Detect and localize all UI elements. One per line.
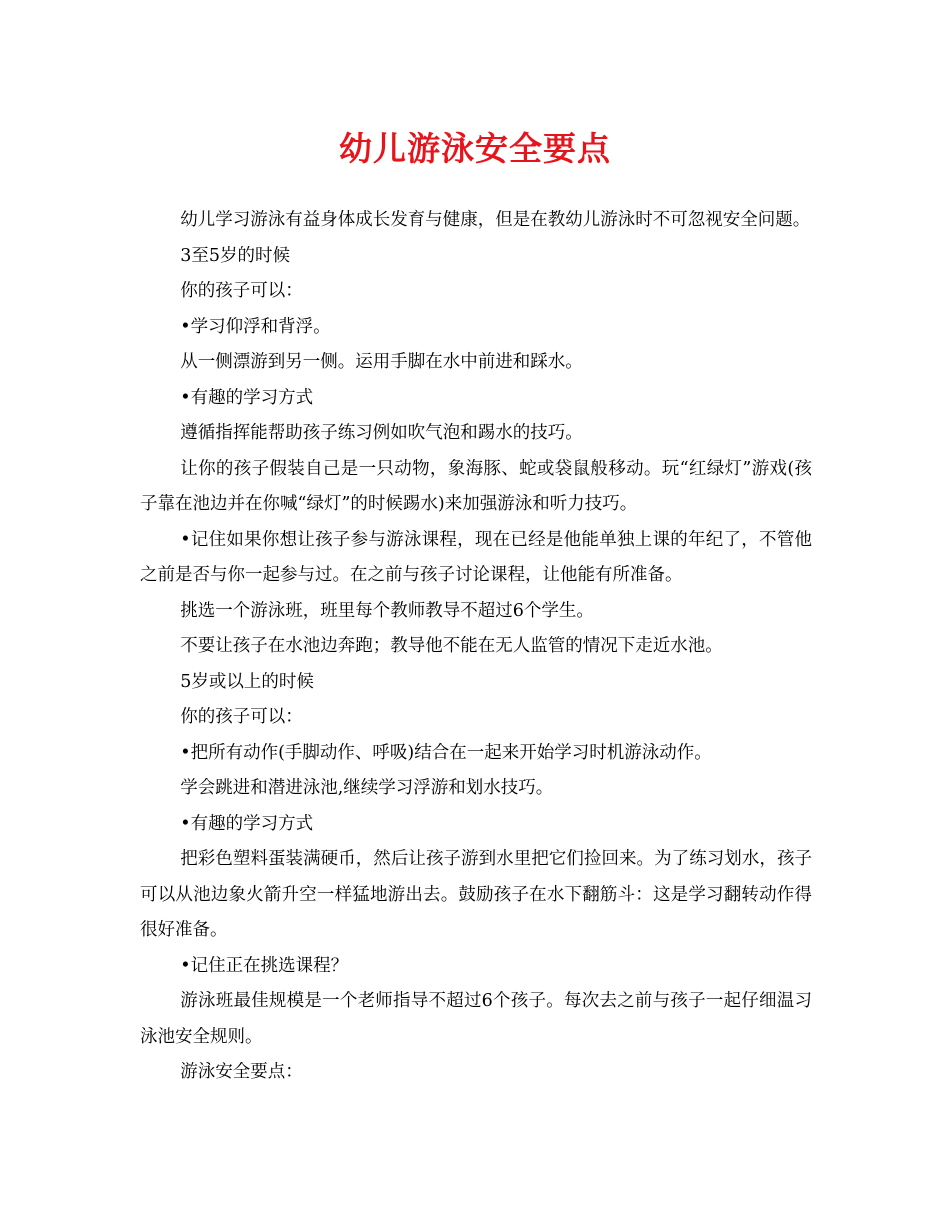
bullet-paragraph: •记住正在挑选课程？ xyxy=(180,955,349,976)
bullet-paragraph: •学习仰浮和背浮。 xyxy=(180,316,331,337)
paragraph: 遵循指挥能帮助孩子练习例如吹气泡和踢水的技巧。 xyxy=(180,423,583,443)
paragraph: 挑选一个游泳班，班里每个教师教导不超过6个学生。 xyxy=(180,600,594,621)
section-heading-age-5-plus: 5岁或以上的时候 xyxy=(180,671,314,692)
paragraph: 把彩色塑料蛋装满硬币，然后让孩子游到水里把它们捡回来。为了练习划水，孩子可以从池边象火箭升空一样猛地游出去。鼓励孩子在水下翻筋斗：这是学习翻转动作得很好准备。 xyxy=(140,849,812,940)
bullet-paragraph: •把所有动作(手脚动作、呼吸)结合在一起来开始学习时机游泳动作。 xyxy=(180,742,712,763)
paragraph: 从一侧漂游到另一侧。运用手脚在水中前进和踩水。 xyxy=(180,352,583,372)
intro-paragraph: 幼儿学习游泳有益身体成长发育与健康，但是在教幼儿游泳时不可忽视安全问题。 xyxy=(180,210,811,230)
paragraph: 让你的孩子假装自己是一只动物，象海豚、蛇或袋鼠般移动。玩“红绿灯”游戏(孩子靠在池边并在你喊“绿灯”的时候踢水)来加强游泳和听力技巧。 xyxy=(140,458,812,514)
paragraph: 你的孩子可以： xyxy=(180,281,303,301)
paragraph: 不要让孩子在水池边奔跑；教导他不能在无人监管的情况下走近水池。 xyxy=(180,636,723,656)
paragraph: 学会跳进和潜进泳池,继续学习浮游和划水技巧。 xyxy=(180,778,554,798)
bullet-paragraph: •有趣的学习方式 xyxy=(180,387,314,408)
section-heading-age-3-5: 3至5岁的时候 xyxy=(180,245,291,266)
bullet-paragraph: •记住如果你想让孩子参与游泳课程，现在已经是他能单独上课的年纪了，不管他之前是否与你一起参与过。在之前与孩子讨论课程，让他能有所准备。 xyxy=(140,529,812,585)
page-title: 幼儿游泳安全要点 xyxy=(339,129,611,168)
document-body xyxy=(140,203,812,1091)
bullet-paragraph: •有趣的学习方式 xyxy=(180,813,314,834)
paragraph: 你的孩子可以： xyxy=(180,707,303,727)
paragraph: 游泳班最佳规模是一个老师指导不超过6个孩子。每次去之前与孩子一起仔细温习泳池安全规则。 xyxy=(140,991,812,1047)
paragraph: 游泳安全要点： xyxy=(180,1062,303,1082)
